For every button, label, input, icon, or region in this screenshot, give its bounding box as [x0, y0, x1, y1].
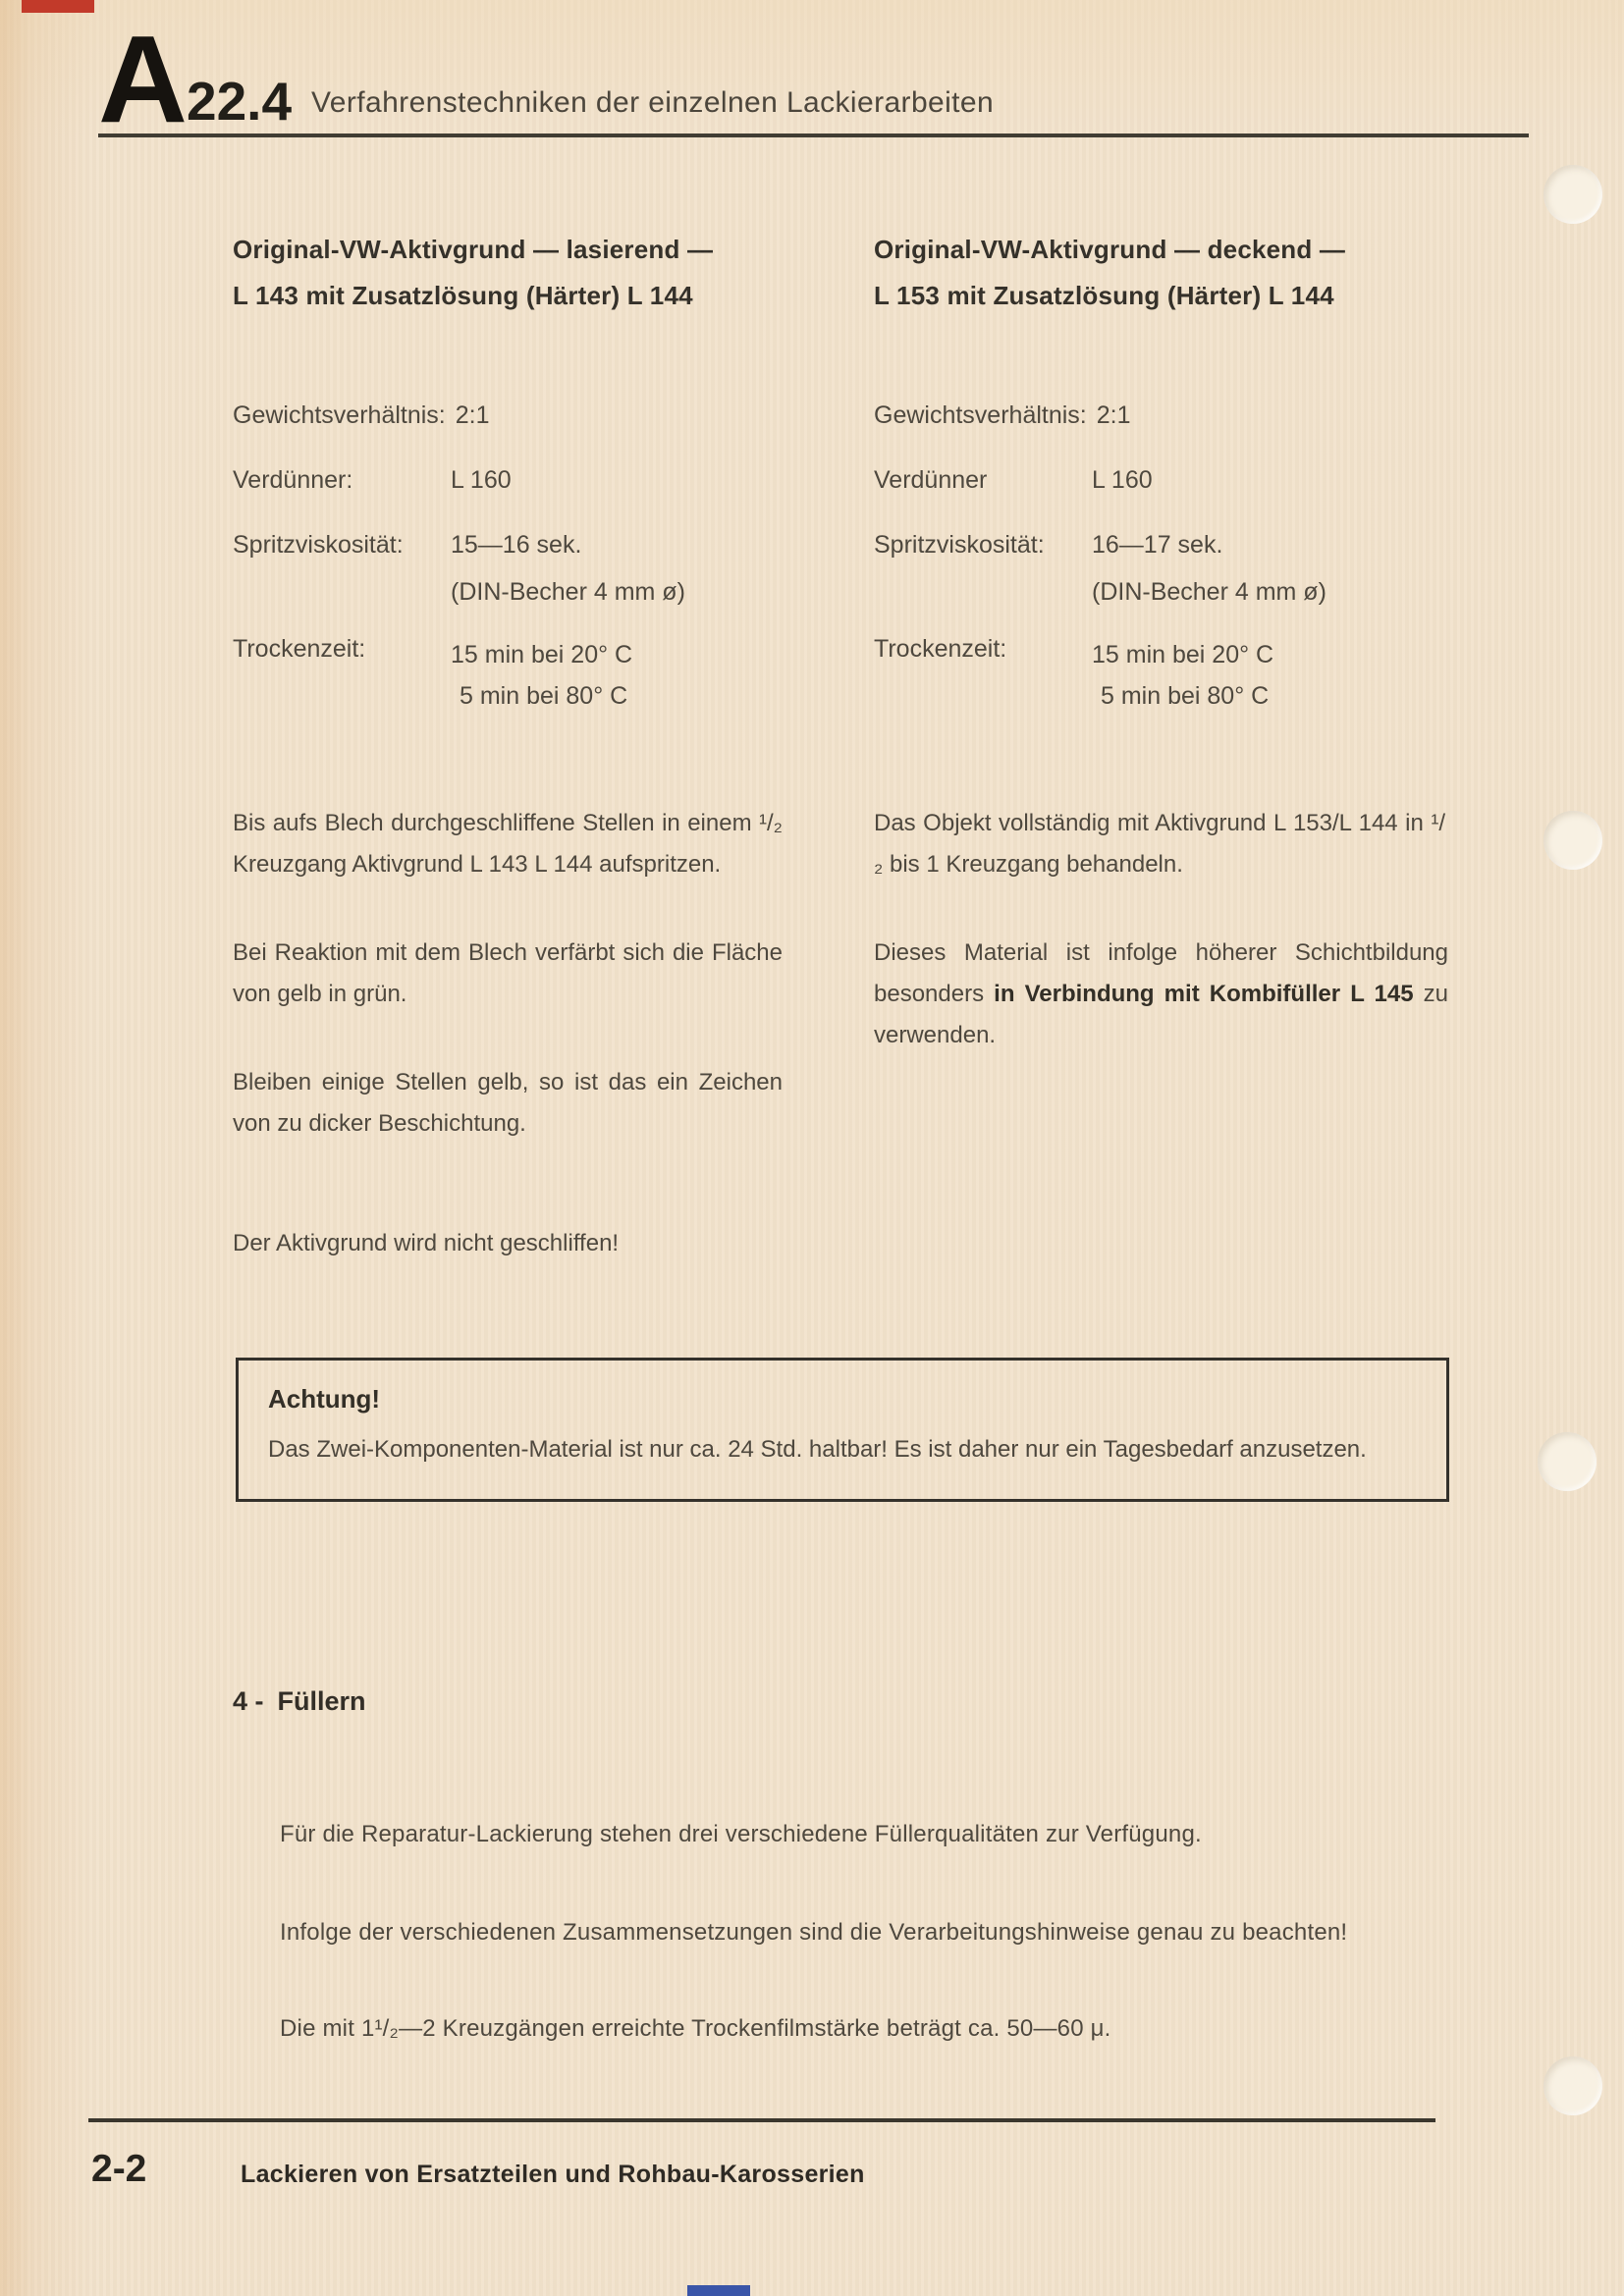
- product-code: L 153 mit Zusatzlösung (Härter) L 144: [874, 281, 1334, 310]
- section-number: 4 -: [233, 1686, 264, 1716]
- paragraph-left-1: Bis aufs Blech durchgeschliffene Stellen in einem ¹/₂ Kreuzgang Aktivgrund L 143 L 144 aufspritzen.: [233, 810, 783, 878]
- section-letter: A: [98, 10, 185, 148]
- product-code: L 143 mit Zusatzlösung (Härter) L 144: [233, 281, 693, 310]
- section-title: Füllern: [277, 1686, 366, 1716]
- drying-value-2: 5 min bei 80° C: [460, 682, 628, 710]
- spec-label: Spritzviskosität:: [874, 531, 1045, 559]
- viscosity-value: 16—17 sek.: [1092, 531, 1223, 559]
- warning-body: Das Zwei-Komponenten-Material ist nur ca. 24 Std. haltbar! Es ist daher nur ein Tagesbedarf anzusetzen.: [268, 1436, 1367, 1463]
- spec-label: Trockenzeit:: [233, 635, 366, 663]
- paragraph-no-sanding-note: Der Aktivgrund wird nicht geschliffen!: [233, 1230, 620, 1256]
- drying-value-1: 15 min bei 20° C: [451, 641, 633, 668]
- spec-row-drying-time: [233, 634, 866, 717]
- paragraph-right-2: [874, 933, 1448, 1056]
- spec-row-weight-ratio: [874, 400, 1507, 430]
- spec-value: [451, 530, 685, 607]
- spec-row-drying-time: [874, 634, 1507, 717]
- registration-mark-blue: [687, 2285, 750, 2296]
- footer-page-number: 2-2: [91, 2148, 147, 2190]
- paragraph-right-1: Das Objekt vollständig mit Aktivgrund L 153/L 144 in ¹/₂ bis 1 Kreuzgang behandeln.: [874, 810, 1445, 878]
- text-run: Dieses Material ist infolge höherer Schichtbildung besonders: [874, 939, 1448, 1007]
- paragraph-left-3: Bleiben einige Stellen gelb, so ist das ein Zeichen von zu dicker Beschichtung.: [233, 1069, 783, 1137]
- section-number: 22.4: [187, 71, 293, 132]
- spec-label: Trockenzeit:: [874, 635, 1007, 663]
- warning-box: [236, 1358, 1449, 1502]
- registration-mark-red: [22, 0, 94, 13]
- spec-label: Verdünner:: [233, 466, 353, 494]
- footer-title: Lackieren von Ersatzteilen und Rohbau-Karosserien: [241, 2161, 865, 2188]
- punch-hole: [1543, 2056, 1602, 2115]
- product-name: Original-VW-Aktivgrund — lasierend —: [233, 235, 714, 264]
- section-heading-fuellern: [233, 1686, 366, 1717]
- section4-paragraph-1: Für die Reparatur-Lackierung stehen drei verschiedene Füllerqualitäten zur Verfügung.: [280, 1821, 1202, 1847]
- warning-title: Achtung!: [268, 1384, 381, 1414]
- punch-hole: [1543, 165, 1602, 224]
- viscosity-note: (DIN-Becher 4 mm ø): [451, 578, 685, 606]
- spec-value: [1092, 634, 1273, 717]
- punch-hole: [1543, 811, 1602, 870]
- spec-row-weight-ratio: [233, 400, 866, 430]
- left-spec-table: [233, 400, 866, 752]
- spec-label: Gewichtsverhältnis:: [874, 401, 1087, 429]
- drying-value-1: 15 min bei 20° C: [1092, 641, 1274, 668]
- right-column-title: [874, 227, 1492, 319]
- spec-label: Gewichtsverhältnis:: [233, 401, 446, 429]
- spec-row-thinner: [874, 465, 1507, 495]
- page-title: Verfahrenstechniken der einzelnen Lackierarbeiten: [311, 86, 995, 119]
- section4-paragraph-2: Infolge der verschiedenen Zusammensetzungen sind die Verarbeitungshinweise genau zu beachten!: [280, 1919, 1348, 1946]
- paragraph-left-2: Bei Reaktion mit dem Blech verfärbt sich die Fläche von gelb in grün.: [233, 939, 783, 1007]
- spec-label: Spritzviskosität:: [233, 531, 404, 559]
- section4-paragraph-3: Die mit 1¹/₂—2 Kreuzgängen erreichte Trockenfilmstärke beträgt ca. 50—60 μ.: [280, 2015, 1111, 2042]
- spec-row-viscosity: [233, 530, 866, 607]
- page-header: [98, 10, 1529, 148]
- spec-value: 2:1: [455, 401, 490, 429]
- spec-value: [451, 634, 632, 717]
- viscosity-value: 15—16 sek.: [451, 531, 582, 559]
- punch-hole: [1538, 1432, 1597, 1491]
- spec-value: [1092, 530, 1326, 607]
- spec-row-thinner: [233, 465, 866, 495]
- footer-rule: [88, 2118, 1435, 2122]
- product-name: Original-VW-Aktivgrund — deckend —: [874, 235, 1346, 264]
- text-run-bold: in Verbindung mit Kombifüller L 145: [994, 981, 1414, 1007]
- text-run: zu verwenden.: [874, 981, 1448, 1048]
- spec-value: L 160: [451, 466, 512, 494]
- spec-value: 2:1: [1096, 401, 1131, 429]
- spec-value: L 160: [1092, 466, 1153, 494]
- right-spec-table: [874, 400, 1507, 752]
- viscosity-note: (DIN-Becher 4 mm ø): [1092, 578, 1326, 606]
- drying-value-2: 5 min bei 80° C: [1101, 682, 1270, 710]
- spec-label: Verdünner: [874, 466, 988, 494]
- spec-row-viscosity: [874, 530, 1507, 607]
- left-column-title: [233, 227, 851, 319]
